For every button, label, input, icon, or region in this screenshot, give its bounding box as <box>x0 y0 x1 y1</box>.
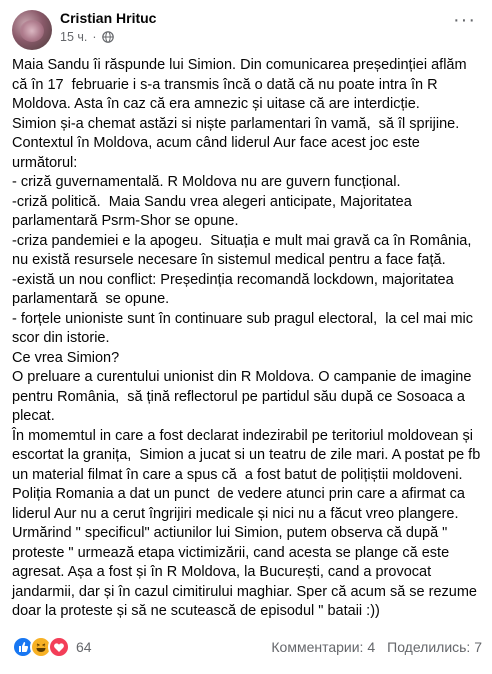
avatar[interactable] <box>12 10 52 50</box>
post-time[interactable]: 15 ч. <box>60 30 88 44</box>
paragraph: În momemtul in care a fost declarat indezirabil pe teritoriul moldovean și escortat la granița, Simion a jucat si un teatru de zile mari. A postat pe fb un material filmat în care a spus că a fost batut de polițiștii moldoveni. Poliția Romania a dat un punct de vedere atunci prin care a afirmat ca liderul Aur nu a cerut îngrijiri medicale și nici nu a făcut vreo plangere. <box>12 427 485 522</box>
love-icon <box>48 636 70 658</box>
post-header <box>12 8 482 50</box>
paragraph: - criză guvernamentală. R Moldova nu are guvern funcțional. <box>12 174 401 190</box>
author-name[interactable]: Cristian Hrituc <box>60 10 157 26</box>
globe-icon[interactable] <box>102 31 114 43</box>
paragraph: Ce vrea Simion? <box>12 349 120 366</box>
paragraph: Simion și-a chemat astăzi si niște parlamentari în vamă, să îl sprijine. <box>12 115 460 132</box>
separator-dot: · <box>92 30 97 44</box>
paragraph: Urmărind " specificul" actiunilor lui Simion, putem observa că după " proteste " urmează etapa victimizării, cand acesta se plange că este agresat. Așa a fost și în R Moldova, la București, cand a provocat jandarmii, dar și în cazul cimitirului maghiar. Sper că acum să se rezume doar la proteste și să ne scutească de episodul " bataii :)) <box>12 525 482 619</box>
shares-count[interactable]: Поделились: 7 <box>387 639 482 655</box>
paragraph: Contextul în Moldova, acum când liderul Aur face acest joc este următorul: <box>12 135 424 171</box>
reactions-summary[interactable] <box>12 636 92 658</box>
reaction-icons <box>12 636 70 658</box>
paragraph: -criză politică. Maia Sandu vrea alegeri anticipate, Majoritatea parlamentară Psrm-Shor se opune. <box>12 193 416 229</box>
paragraph: -există un nou conflict: Președinția recomandă lockdown, majoritatea parlamentară se opune. <box>12 271 458 307</box>
more-options-icon[interactable]: ··· <box>453 9 476 31</box>
comments-count[interactable]: Комментарии: 4 <box>271 639 376 655</box>
post-stats <box>271 639 482 655</box>
paragraph: Maia Sandu îi răspunde lui Simion. Din comunicarea președinției aflăm că în 17 februarie i s-a transmis încă o dată că nu poate intra în R Moldova. Asta în caz că era amnezic și uitase că are interdicție. <box>12 57 471 112</box>
paragraph: -criza pandemiei e la apogeu. Situația e mult mai gravă ca în România, nu există resursele necesare în sistemul medical pentru a face față. <box>12 232 476 268</box>
reaction-count[interactable]: 64 <box>76 639 92 655</box>
post-text <box>12 56 484 622</box>
paragraph: O preluare a curentului unionist din R Moldova. O campanie de imagine pentru România, să țină reflectorul pe partidul său după ce Sosoaca a plecat. <box>12 369 476 424</box>
post-meta <box>60 30 114 44</box>
post-footer <box>12 636 482 658</box>
paragraph: - forțele unioniste sunt în continuare sub pragul electoral, la cel mai mic scor din istorie. <box>12 310 478 346</box>
